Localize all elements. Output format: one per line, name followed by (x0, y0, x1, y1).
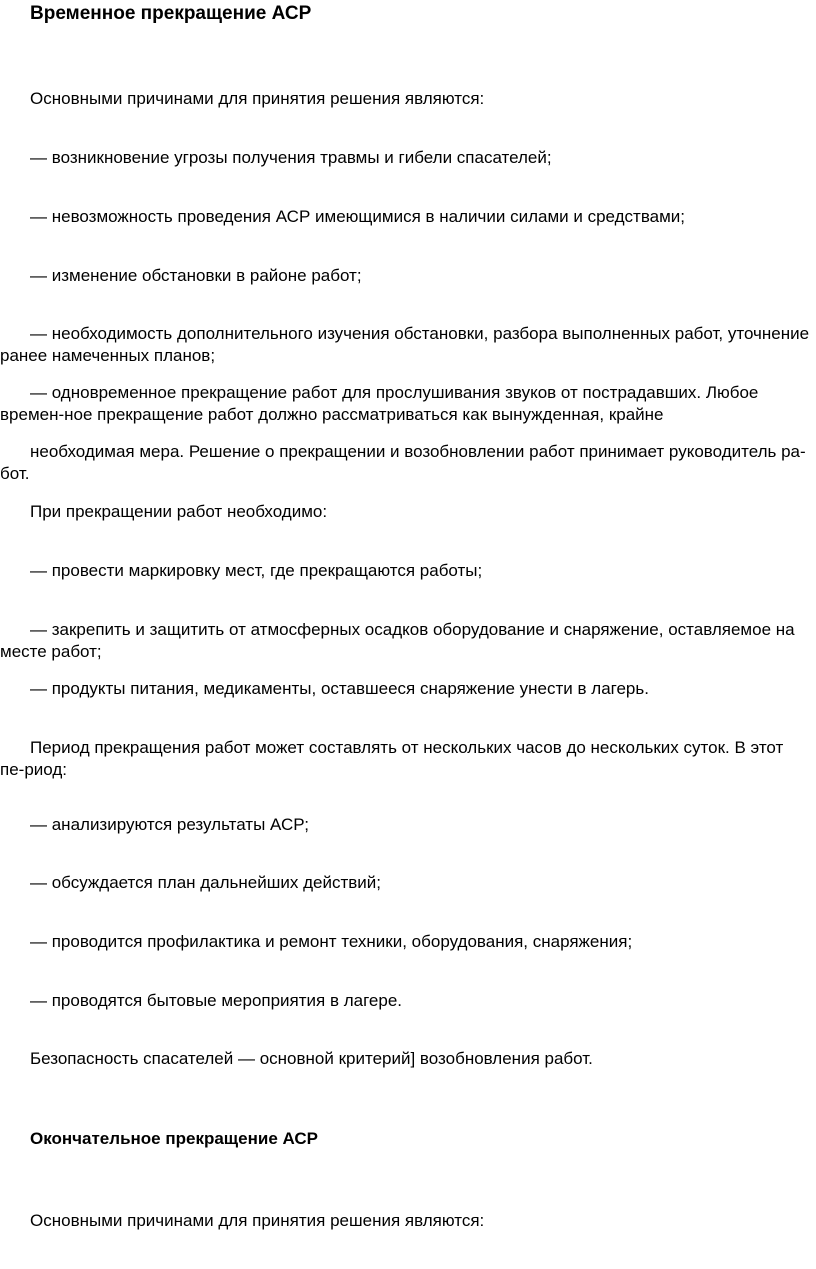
paragraph-2: — возникновение угрозы получения травмы и гибели спасателей; (30, 148, 552, 167)
paragraph-10: — закрепить и защитить от атмосферных осадков оборудование и снаряжение, оставляемое на месте работ; (0, 620, 795, 661)
paragraph-11: — продукты питания, медикаменты, оставшееся снаряжение унести в лагерь. (30, 679, 649, 698)
paragraph-1: Основными причинами для принятия решения являются: (30, 89, 485, 108)
paragraph-7: необходимая мера. Решение о прекращении и возобновлении работ принимает руководитель ра-бот. (0, 442, 806, 483)
paragraph-4: — изменение обстановки в районе работ; (30, 266, 362, 285)
paragraph-12: Период прекращения работ может составлять от нескольких часов до нескольких суток. В этот пе-риод: (0, 738, 784, 779)
paragraph-15: — проводится профилактика и ремонт техники, оборудования, снаряжения; (30, 932, 633, 951)
paragraph-16: — проводятся бытовые мероприятия в лагере. (30, 991, 403, 1010)
paragraph-14: — обсуждается план дальнейших действий; (30, 873, 382, 892)
paragraph-17: Безопасность спасателей — основной критерий] возобновления работ. (30, 1049, 593, 1068)
paragraph-13: — анализируются результаты АСР; (30, 815, 309, 834)
paragraph-8: При прекращении работ необходимо: (30, 502, 328, 521)
document-title: Временное прекращение АСР (30, 3, 312, 24)
section-subheading: Окончательное прекращение АСР (30, 1129, 318, 1148)
paragraph-5: — необходимость дополнительного изучения обстановки, разбора выполненных работ, уточнение ранее намеченных планов; (0, 324, 810, 365)
paragraph-9: — провести маркировку мест, где прекращаются работы; (30, 561, 483, 580)
paragraph-6: — одновременное прекращение работ для прослушивания звуков от пострадавших. Любое времен-ное прекращение работ должно рассматриваться как вынужденная, крайне (0, 383, 759, 424)
closing-paragraph: Основными причинами для принятия решения являются: (30, 1211, 485, 1230)
paragraph-3: — невозможность проведения АСР имеющимися в наличии силами и средствами; (30, 207, 686, 226)
